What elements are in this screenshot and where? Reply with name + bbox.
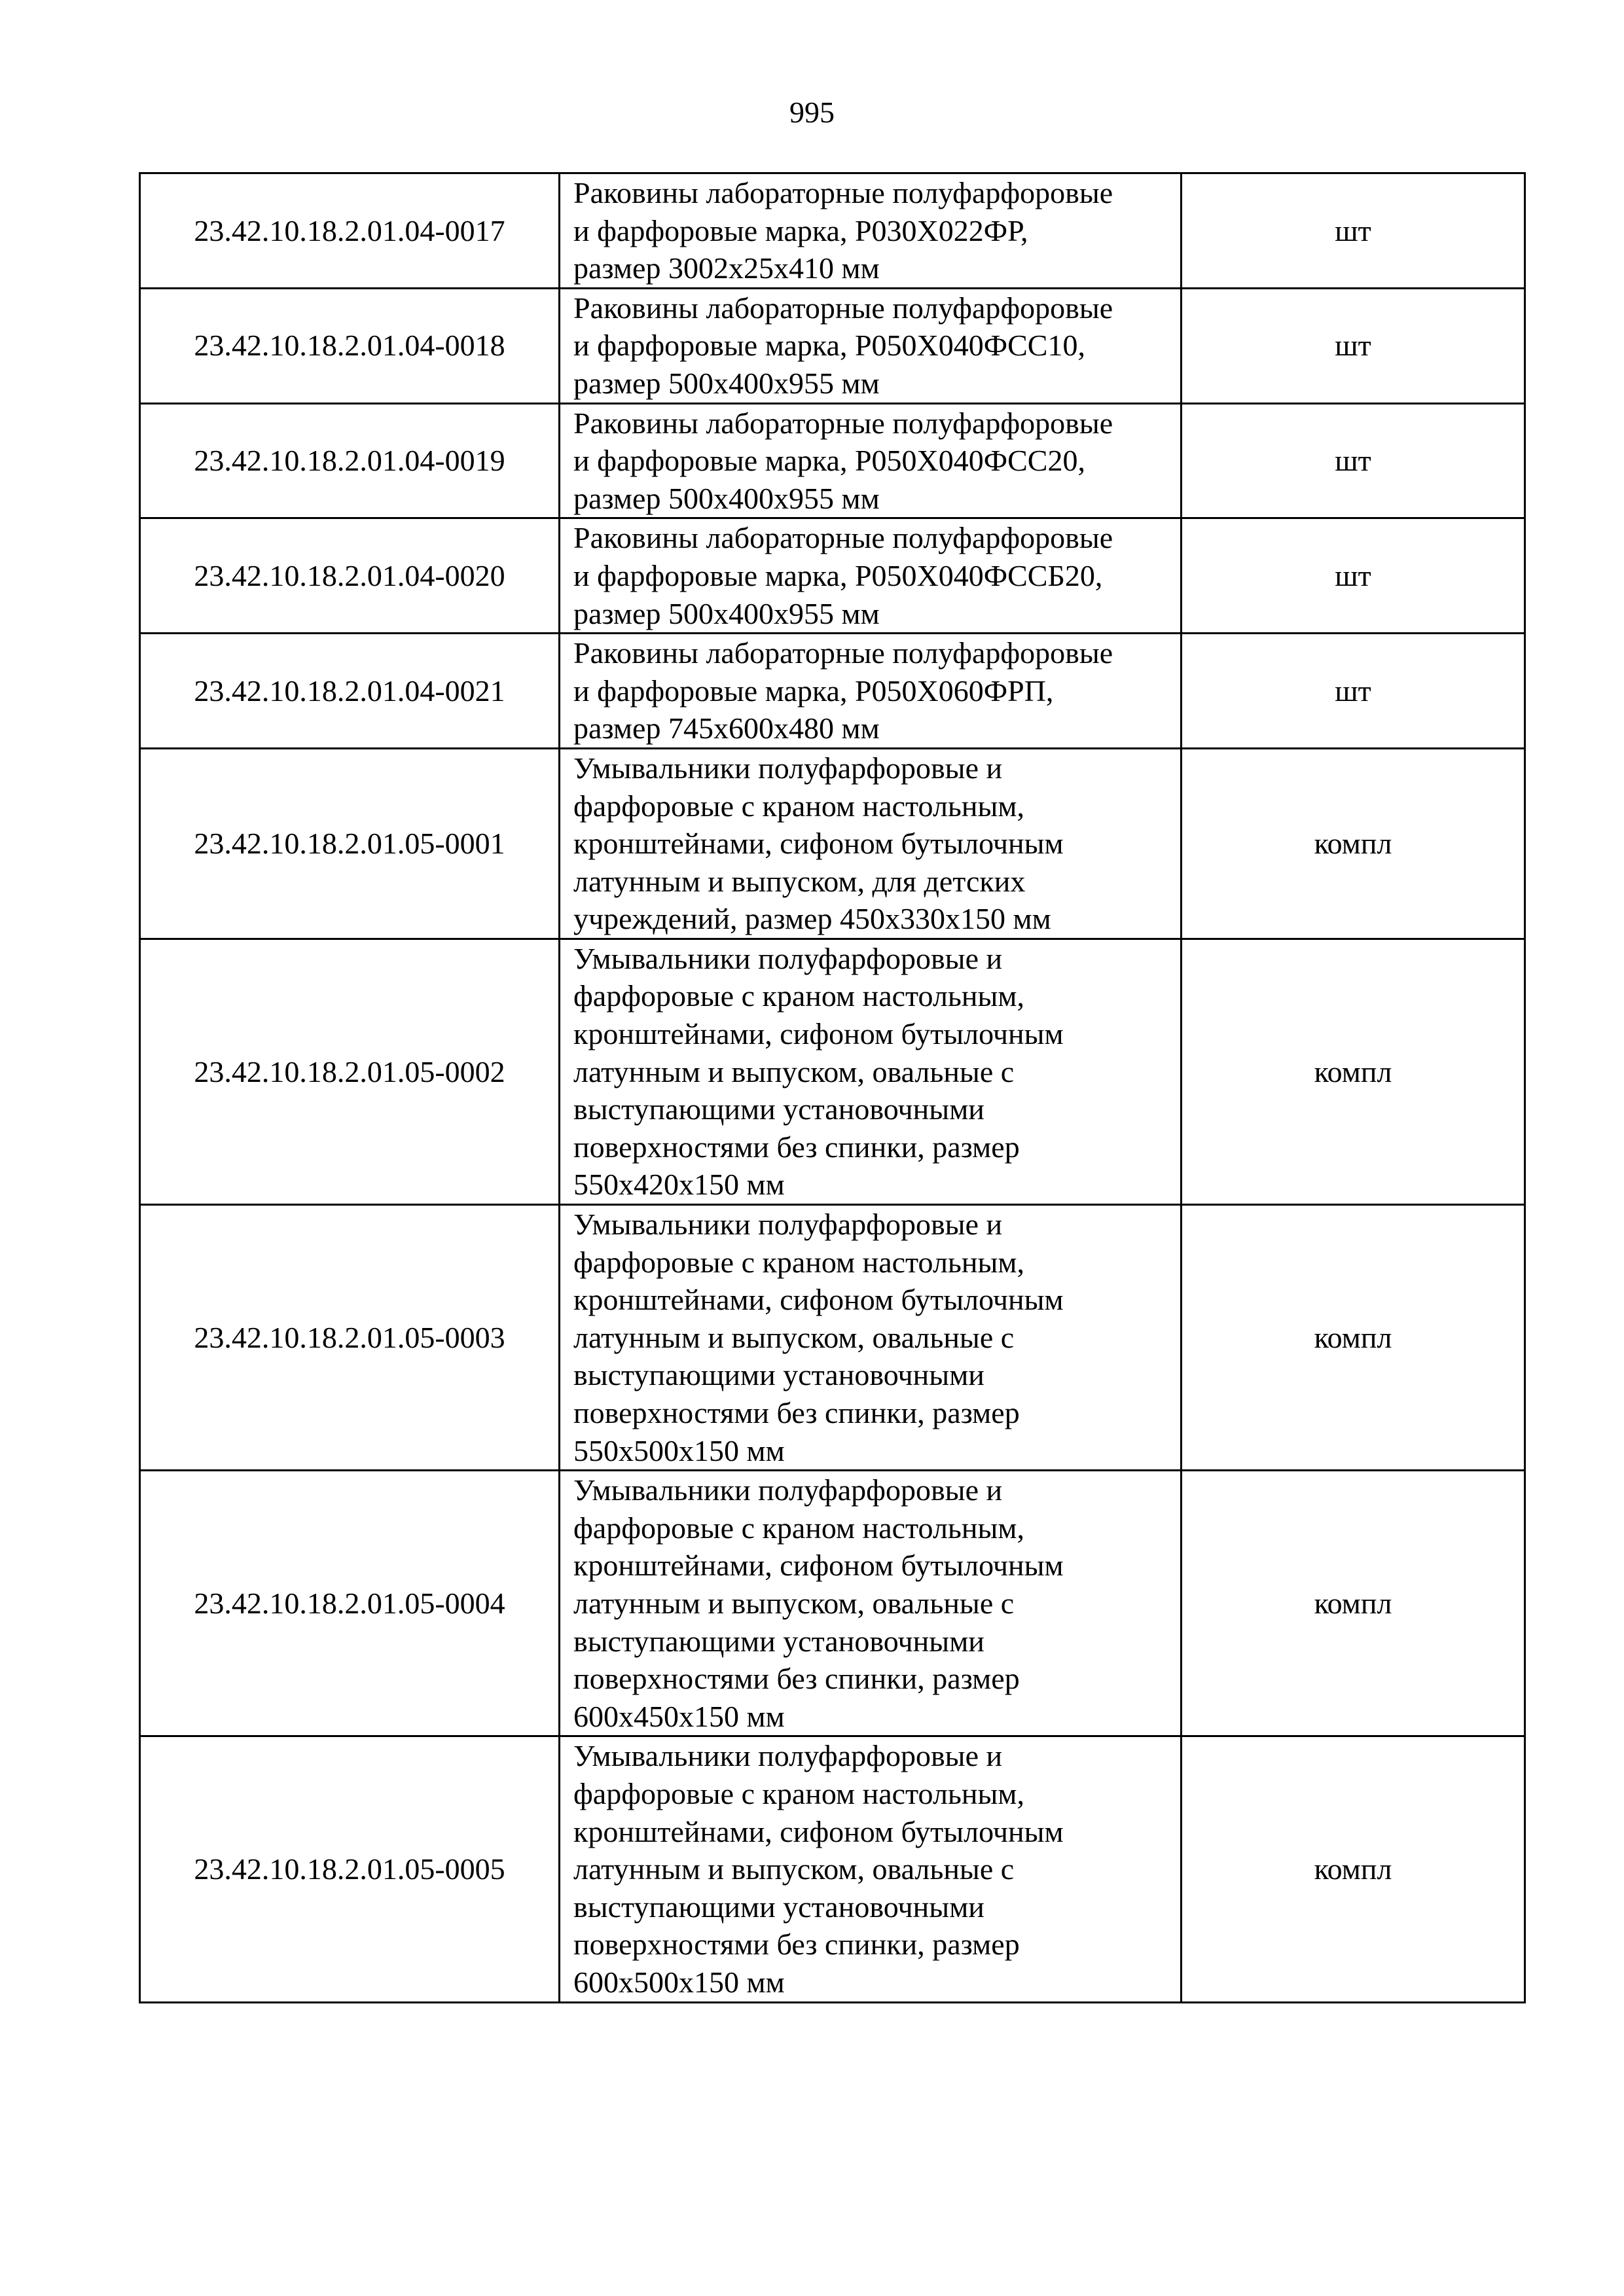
- item-description: [560, 1205, 1182, 1471]
- table-row: [140, 1471, 1525, 1736]
- description-line: кронштейнами, сифоном бутылочным: [573, 1814, 1064, 1848]
- item-code: 23.42.10.18.2.01.04-0018: [140, 288, 560, 403]
- item-unit: шт: [1182, 518, 1525, 634]
- item-unit: шт: [1182, 403, 1525, 518]
- description-line: Раковины лабораторные полуфарфоровые: [573, 636, 1113, 670]
- description-line: Умывальники полуфарфоровые и: [573, 1739, 1003, 1773]
- description-line: и фарфоровые марка, Р050Х060ФРП,: [573, 673, 1054, 708]
- description-line: фарфоровые с краном настольным,: [573, 979, 1025, 1013]
- item-description: [560, 634, 1182, 749]
- item-code: 23.42.10.18.2.01.04-0019: [140, 403, 560, 518]
- item-description: [560, 1471, 1182, 1736]
- description-line: выступающими установочными: [573, 1092, 984, 1126]
- description-line: латунным и выпуском, овальные с: [573, 1586, 1015, 1620]
- description-line: кронштейнами, сифоном бутылочным: [573, 1017, 1064, 1051]
- description-line: учреждений, размер 450х330х150 мм: [573, 902, 1051, 936]
- description-line: и фарфоровые марка, Р050Х040ФССБ20,: [573, 558, 1103, 592]
- description-line: и фарфоровые марка, Р050Х040ФСС10,: [573, 329, 1085, 363]
- description-line: латунным и выпуском, для детских: [573, 864, 1026, 898]
- description-line: фарфоровые с краном настольным,: [573, 1511, 1025, 1545]
- table-row: [140, 1736, 1525, 2002]
- description-line: кронштейнами, сифоном бутылочным: [573, 1549, 1064, 1583]
- item-unit: компл: [1182, 748, 1525, 939]
- description-line: Умывальники полуфарфоровые и: [573, 1473, 1003, 1507]
- description-line: поверхностями без спинки, размер: [573, 1130, 1020, 1164]
- item-description: [560, 1736, 1182, 2002]
- item-description: [560, 288, 1182, 403]
- price-table: [139, 172, 1526, 2003]
- table-row: [140, 288, 1525, 403]
- table-row: [140, 634, 1525, 749]
- item-unit: компл: [1182, 1736, 1525, 2002]
- description-line: кронштейнами, сифоном бутылочным: [573, 1283, 1064, 1317]
- description-line: Умывальники полуфарфоровые и: [573, 751, 1003, 785]
- item-code: 23.42.10.18.2.01.05-0001: [140, 748, 560, 939]
- description-line: размер 500х400х955 мм: [573, 596, 880, 630]
- item-unit: шт: [1182, 288, 1525, 403]
- description-line: выступающими установочными: [573, 1890, 984, 1924]
- item-unit: компл: [1182, 1471, 1525, 1736]
- description-line: латунным и выпуском, овальные с: [573, 1054, 1015, 1088]
- description-line: выступающими установочными: [573, 1624, 984, 1658]
- description-line: и фарфоровые марка, Р050Х040ФСС20,: [573, 444, 1085, 478]
- item-description: [560, 939, 1182, 1204]
- description-line: Раковины лабораторные полуфарфоровые: [573, 406, 1113, 440]
- item-code: 23.42.10.18.2.01.05-0002: [140, 939, 560, 1204]
- table-row: [140, 939, 1525, 1204]
- description-line: Раковины лабораторные полуфарфоровые: [573, 291, 1113, 325]
- table-row: [140, 403, 1525, 518]
- description-line: размер 500х400х955 мм: [573, 366, 880, 400]
- item-description: [560, 748, 1182, 939]
- table-body: [140, 173, 1525, 2003]
- table-row: [140, 748, 1525, 939]
- description-line: и фарфоровые марка, Р030Х022ФР,: [573, 213, 1028, 247]
- description-line: поверхностями без спинки, размер: [573, 1662, 1020, 1696]
- item-code: 23.42.10.18.2.01.04-0021: [140, 634, 560, 749]
- description-line: латунным и выпуском, овальные с: [573, 1320, 1015, 1354]
- item-unit: компл: [1182, 939, 1525, 1204]
- description-line: размер 500х400х955 мм: [573, 481, 880, 515]
- description-line: 600х500х150 мм: [573, 1965, 785, 1999]
- description-line: фарфоровые с краном настольным,: [573, 1245, 1025, 1279]
- description-line: выступающими установочными: [573, 1358, 984, 1392]
- description-line: 550х420х150 мм: [573, 1168, 785, 1202]
- item-unit: компл: [1182, 1205, 1525, 1471]
- description-line: латунным и выпуском, овальные с: [573, 1852, 1015, 1886]
- page-number: 995: [789, 96, 835, 129]
- item-code: 23.42.10.18.2.01.05-0005: [140, 1736, 560, 2002]
- description-line: Раковины лабораторные полуфарфоровые: [573, 521, 1113, 555]
- description-line: фарфоровые с краном настольным,: [573, 1776, 1025, 1810]
- description-line: Умывальники полуфарфоровые и: [573, 941, 1003, 975]
- description-line: 550х500х150 мм: [573, 1433, 785, 1467]
- description-line: 600х450х150 мм: [573, 1699, 785, 1733]
- description-line: размер 745х600х480 мм: [573, 711, 880, 745]
- item-description: [560, 403, 1182, 518]
- description-line: поверхностями без спинки, размер: [573, 1928, 1020, 1962]
- table-row: [140, 1205, 1525, 1471]
- description-line: фарфоровые с краном настольным,: [573, 789, 1025, 823]
- table-row: [140, 518, 1525, 634]
- item-description: [560, 518, 1182, 634]
- item-code: 23.42.10.18.2.01.04-0017: [140, 173, 560, 289]
- item-description: [560, 173, 1182, 289]
- description-line: кронштейнами, сифоном бутылочным: [573, 827, 1064, 861]
- description-line: Умывальники полуфарфоровые и: [573, 1208, 1003, 1242]
- item-code: 23.42.10.18.2.01.05-0003: [140, 1205, 560, 1471]
- description-line: поверхностями без спинки, размер: [573, 1396, 1020, 1429]
- item-unit: шт: [1182, 634, 1525, 749]
- table-row: [140, 173, 1525, 289]
- item-code: 23.42.10.18.2.01.05-0004: [140, 1471, 560, 1736]
- description-line: размер 3002х25х410 мм: [573, 251, 880, 285]
- description-line: Раковины лабораторные полуфарфоровые: [573, 176, 1113, 209]
- item-unit: шт: [1182, 173, 1525, 289]
- item-code: 23.42.10.18.2.01.04-0020: [140, 518, 560, 634]
